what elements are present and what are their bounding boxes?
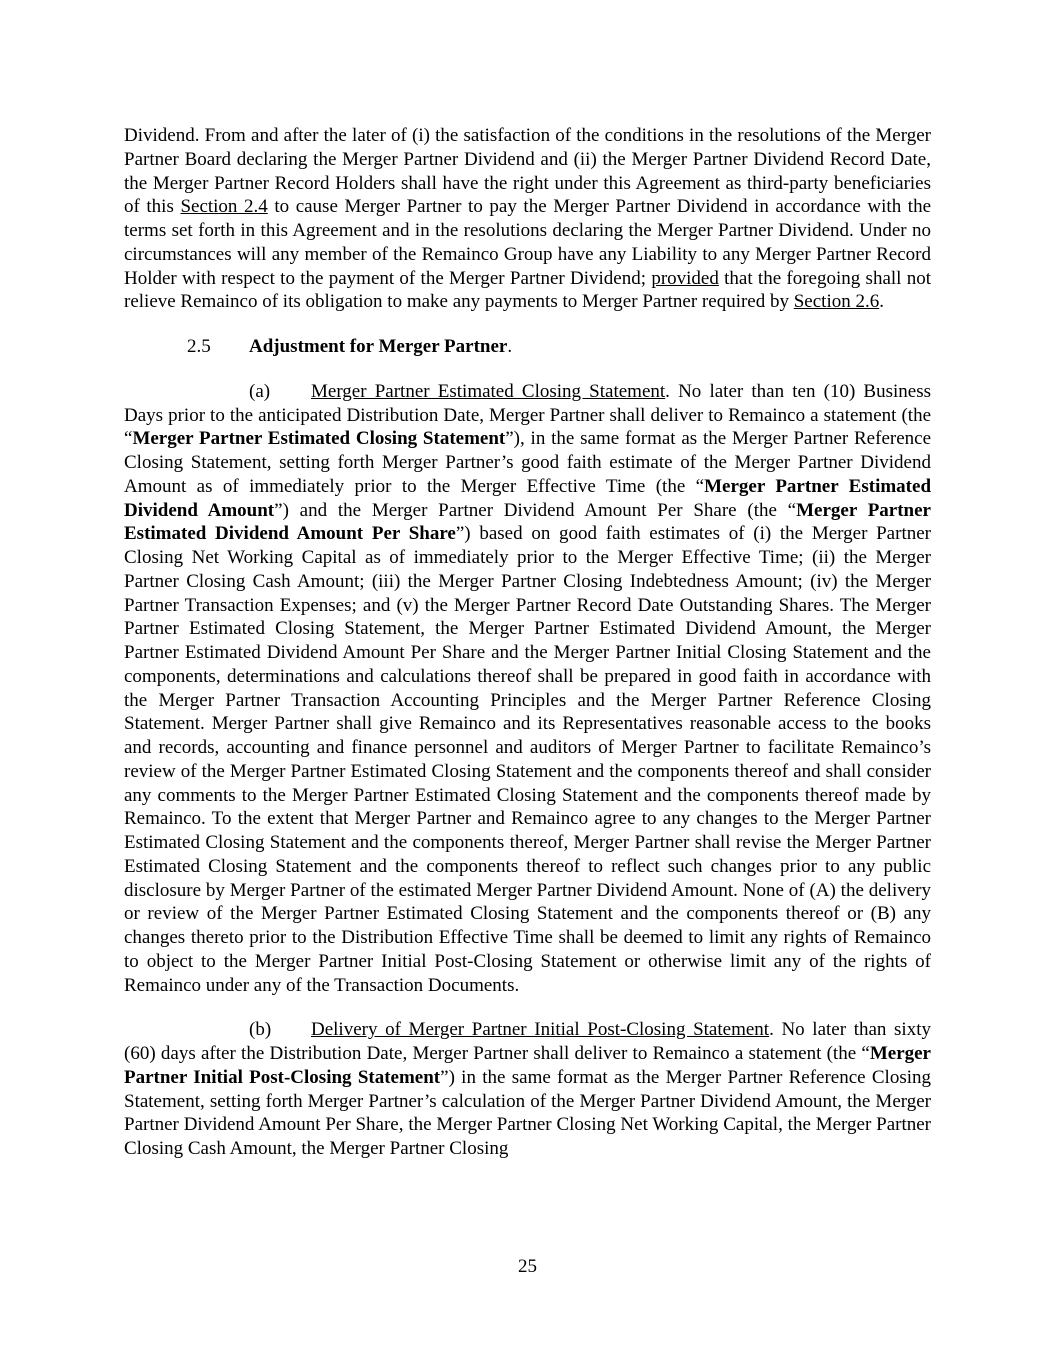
paragraph-dividend xyxy=(124,124,931,314)
section-title: Adjustment for Merger Partner xyxy=(249,336,508,357)
text: that the foregoing shall not relieve Remainco of its obligation to make any payments to Merger Partner required by xyxy=(124,267,931,313)
text: . No later than sixty (60) days after the Distribution Date, Merger Partner shall deliver to Remainco a statement (the “ xyxy=(124,1019,931,1064)
clause-b-title: Delivery of Merger Partner Initial Post-Closing Statement xyxy=(311,1019,770,1041)
clause-label-b: (b) xyxy=(249,1019,272,1041)
text: ”) and the Merger Partner Dividend Amount Per Share (the “ xyxy=(274,499,797,521)
text: . xyxy=(879,291,884,313)
section-number: 2.5 xyxy=(187,336,211,357)
section-2-4-reference: Section 2.4 xyxy=(180,196,268,218)
page-number: 25 xyxy=(518,1256,537,1277)
clause-label-a: (a) xyxy=(249,380,271,402)
text: . xyxy=(507,336,513,357)
document-page xyxy=(124,124,931,1161)
section-heading xyxy=(124,335,931,359)
paragraph-b xyxy=(124,1018,931,1161)
defined-term: Merger Partner Estimated Dividend Amount Per Share xyxy=(124,499,931,545)
defined-term: Merger Partner Initial Post-Closing Statement xyxy=(124,1043,931,1088)
provided-term: provided xyxy=(651,267,719,289)
defined-term: Merger Partner Estimated Closing Statement xyxy=(132,428,506,450)
text: to cause Merger Partner to pay the Merger Partner Dividend in accordance with the terms set forth in this Agreement and in the resolutions declaring the Merger Partner Dividend. Under no circumstances will any member of the Remainco Group have any Liability to any Merger Partner Record Holder with respect to the payment of the Merger Partner Dividend; xyxy=(124,196,931,289)
text: . No later than ten (10) Business Days prior to the anticipated Distribution Date, Merger Partner shall deliver to Remainco a statement (the “ xyxy=(124,380,931,450)
paragraph-a xyxy=(124,380,931,998)
section-2-6-reference: Section 2.6 xyxy=(793,291,880,313)
text: Dividend. From and after the later of (i) the satisfaction of the conditions in the resolutions of the Merger Partner Board declaring the Merger Partner Dividend and (ii) the Merger Partner Dividend Record Date, the Merger Partner Record Holders shall have the right under this Agreement as third-party beneficiaries of this xyxy=(124,125,931,218)
text: ”) in the same format as the Merger Partner Reference Closing Statement, setting forth Merger Partner’s calculation of the Merger Partner Dividend Amount, the Merger Partner Dividend Amount Per Share, the Merger Partner Closing Net Working Capital, the Merger Partner Closing Cash Amount, the Merger Partner Closing xyxy=(124,1066,931,1159)
clause-a-title: Merger Partner Estimated Closing Statement xyxy=(311,380,666,402)
text: ”), in the same format as the Merger Partner Reference Closing Statement, setting forth Merger Partner’s good faith estimate of the Merger Partner Dividend Amount as of immediately prior to the Merger Effective Time (the “ xyxy=(124,428,932,497)
text: ”) based on good faith estimates of (i) the Merger Partner Closing Net Working Capital as of immediately prior to the Merger Effective Time; (ii) the Merger Partner Closing Cash Amount; (iii) the Merger Partner Closing Indebtedness Amount; (iv) the Merger Partner Transaction Expenses; and (v) the Merger Partner Record Date Outstanding Shares. The Merger Partner Estimated Closing Statement, the Merger Partner Estimated Dividend Amount, the Merger Partner Estimated Dividend Amount Per Share and the Merger Partner Initial Closing Statement and the components, determinations and calculations thereof shall be prepared in good faith in accordance with the Merger Partner Transaction Accounting Principles and the Merger Partner Reference Closing Statement. Merger Partner shall give Remainco and its Representatives reasonable access to the books and records, accounting and finance personnel and auditors of Merger Partner to facilitate Remainco’s review of the Merger Partner Estimated Closing Statement and the components thereof and shall consider any comments to the Merger Partner Estimated Closing Statement and the components thereof made by Remainco. To the extent that Merger Partner and Remainco agree to any changes to the Merger Partner Estimated Closing Statement and the components thereof, Merger Partner shall revise the Merger Partner Estimated Closing Statement and the components thereof to reflect such changes prior to any public disclosure by Merger Partner of the estimated Merger Partner Dividend Amount. None of (A) the delivery or review of the Merger Partner Estimated Closing Statement and the components thereof or (B) any changes thereto prior to the Distribution Effective Time shall be deemed to limit any rights of Remainco to object to the Merger Partner Initial Post-Closing Statement or otherwise limit any of the rights of Remainco under any of the Transaction Documents. xyxy=(124,523,931,996)
defined-term: Merger Partner Estimated Dividend Amount xyxy=(124,475,932,521)
